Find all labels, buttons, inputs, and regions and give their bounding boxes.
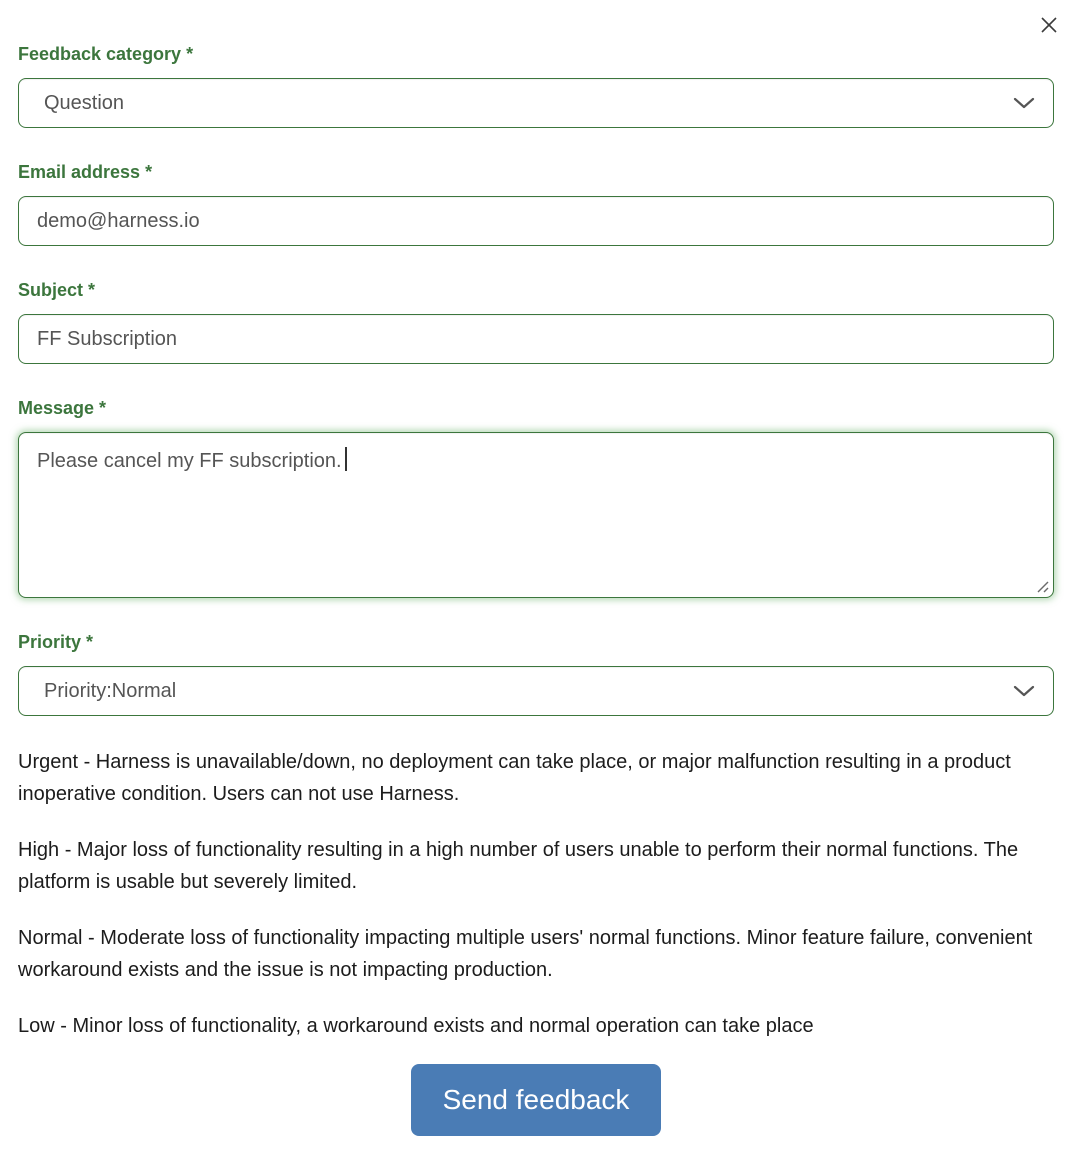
message-value: Please cancel my FF subscription. [37, 450, 342, 472]
email-value: demo@harness.io [37, 209, 200, 232]
priority-description-high: High - Major loss of functionality resulting in a high number of users unable to perform their normal functions. The platform is usable but severely limited. [18, 839, 1019, 893]
email-label [18, 162, 1054, 183]
required-asterisk: * [145, 162, 153, 182]
priority-select[interactable] [18, 666, 1054, 716]
subject-value: FF Subscription [37, 327, 178, 350]
priority-description-low: Low - Minor loss of functionality, a workaround exists and normal operation can take place [18, 1015, 814, 1037]
chevron-down-icon [1013, 685, 1035, 697]
send-feedback-button[interactable]: Send feedback [411, 1064, 661, 1136]
button-row [18, 1064, 1054, 1136]
text-caret [345, 447, 347, 471]
required-asterisk: * [88, 280, 96, 300]
email-label-text: Email address [18, 162, 141, 182]
message-label-text: Message [18, 398, 95, 418]
email-field[interactable] [18, 196, 1054, 246]
required-asterisk: * [86, 632, 94, 652]
feedback-category-select[interactable] [18, 78, 1054, 128]
required-asterisk: * [186, 44, 194, 64]
feedback-category-label [18, 44, 1054, 65]
chevron-down-icon [1013, 97, 1035, 109]
subject-field[interactable] [18, 314, 1054, 364]
close-icon[interactable] [1036, 12, 1062, 38]
priority-label-text: Priority [18, 632, 82, 652]
feedback-category-value: Question [44, 91, 125, 114]
priority-label [18, 632, 1054, 653]
priority-description-normal: Normal - Moderate loss of functionality impacting multiple users' normal functions. Minor feature failure, convenient workaround exists and the issue is not impacting production. [18, 927, 1033, 981]
message-textarea[interactable] [18, 432, 1054, 598]
message-label [18, 398, 1054, 419]
priority-description-urgent: Urgent - Harness is unavailable/down, no deployment can take place, or major malfunction resulting in a product inoperative condition. Users can not use Harness. [18, 751, 1011, 805]
resize-grip-icon[interactable] [1035, 579, 1050, 594]
priority-value: Priority:Normal [44, 679, 177, 702]
subject-label-text: Subject [18, 280, 84, 300]
feedback-category-label-text: Feedback category [18, 44, 182, 64]
subject-label [18, 280, 1054, 301]
required-asterisk: * [99, 398, 107, 418]
